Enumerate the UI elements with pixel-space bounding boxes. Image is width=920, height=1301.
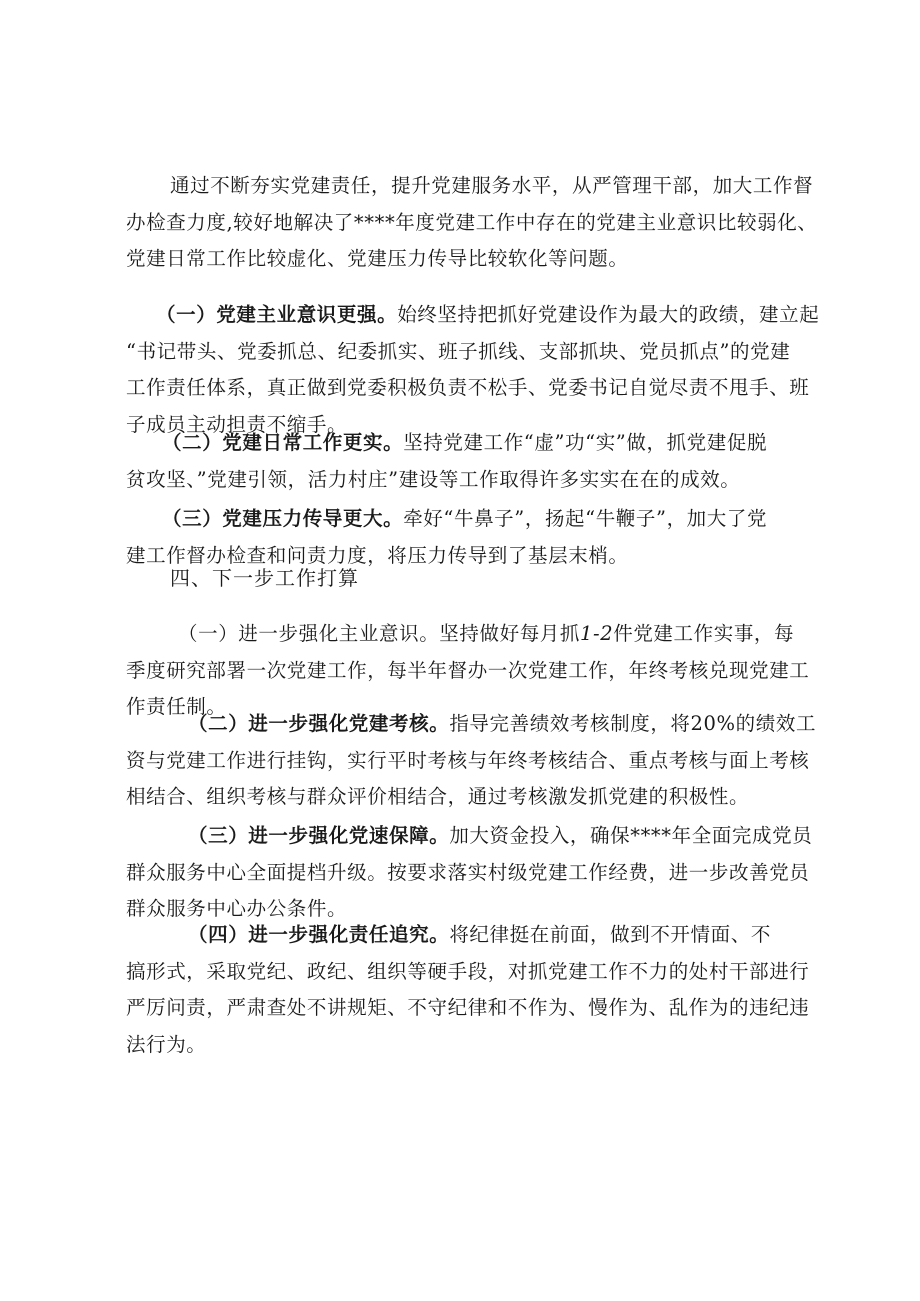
subsection-body: 加大资金投入，确保****年全面完成党员	[449, 824, 813, 847]
text-line: 法行为。	[126, 1032, 207, 1056]
text-line	[126, 297, 820, 334]
text-line: 群众服务中心办公条件。	[126, 897, 348, 920]
heading-text: 四、下一步工作打算	[170, 566, 359, 590]
text-line: 办检查力度,较好地解决了****年度党建工作中存在的党建主业意识比较弱化、	[126, 210, 818, 234]
subsection-title: （二）进一步强化党建考核。	[188, 712, 450, 735]
plan-item-three	[126, 818, 813, 928]
text-line: “书记带头、党委抓总、纪委抓实、班子抓线、支部抓块、党员抓点”的党建	[126, 339, 791, 363]
text-line: 子成员主动担责不缩手。	[126, 412, 348, 436]
intro-paragraph	[126, 168, 818, 278]
text-segment: 件党建工作实事，每	[613, 622, 795, 645]
text-line	[126, 818, 813, 855]
section-one-paragraph	[126, 297, 820, 443]
subsection-title: （四）进一步强化责任追究。	[188, 923, 450, 946]
subsection-title: （二）党建日常工作更实。	[162, 431, 404, 454]
text-line: 作责任制。	[126, 695, 227, 718]
text-line: 贫攻坚、”党建引领，活力村庄”建设等工作取得许多实实在在的成效。	[126, 467, 741, 491]
section-four-heading	[126, 560, 806, 597]
subsection-body: 将纪律挺在前面，做到不开情面、不	[449, 923, 771, 946]
text-line: 相结合、组织考核与群众评价相结合，通过考核激发抓党建的积极性。	[126, 785, 750, 808]
text-line	[126, 501, 806, 538]
subsection-title: （三）党建压力传导更大。	[162, 507, 404, 530]
text-line: 通过不断夯实党建责任，提升党建服务水平，从严管理干部，加大工作督	[170, 174, 814, 197]
subsection-body: 坚持党建工作“虚”功“实”做，抓党建促脱	[403, 431, 768, 454]
section-two-paragraph	[126, 425, 806, 498]
text-line: 搞形式，采取党纪、政纪、组织等硬手段，对抓党建工作不力的处村干部进行	[126, 959, 810, 983]
text-segment: （一）进一步强化主业意识。坚持做好每月抓	[178, 622, 581, 645]
subsection-body: 牵好“牛鼻子”，扬起“牛鞭子”，加大了党	[403, 507, 768, 530]
text-line: 工作责任体系，真正做到党委积极负责不松手、党委书记自觉尽责不甩手、班	[126, 376, 810, 399]
text-line: 资与党建工作进行挂钩，实行平时考核与年终考核结合、重点考核与面上考核	[126, 748, 810, 772]
subsection-body: 指导完善绩效考核制度，将20%的绩效工	[449, 712, 817, 735]
subsection-title: （一）党建主业意识更强。	[156, 303, 398, 326]
text-line	[126, 706, 817, 743]
plan-item-four	[126, 917, 810, 1063]
text-line	[126, 616, 806, 653]
text-line: 季度研究部署一次党建工作，每半年督办一次党建工作，年终考核兑现党建工	[126, 658, 810, 682]
plan-item-two	[126, 706, 817, 816]
text-line: 党建日常工作比较虚化、党建压力传导比较软化等问题。	[126, 247, 629, 270]
text-line: 建工作督办检查和问责力度，将压力传导到了基层末梢。	[126, 543, 629, 567]
subsection-body: 始终坚持把抓好党建设作为最大的政绩，建立起	[397, 303, 820, 326]
text-line: 严厉问责，严肃查处不讲规矩、不守纪律和不作为、慢作为、乱作为的违纪违	[126, 996, 810, 1019]
text-line	[126, 917, 806, 954]
text-segment-italic: 1-2	[580, 622, 614, 645]
subsection-title: （三）进一步强化党速保障。	[188, 824, 450, 847]
text-line	[126, 425, 806, 462]
text-line: 群众服务中心全面提档升级。按要求落实村级党建工作经费，进一步改善党员	[126, 860, 810, 884]
